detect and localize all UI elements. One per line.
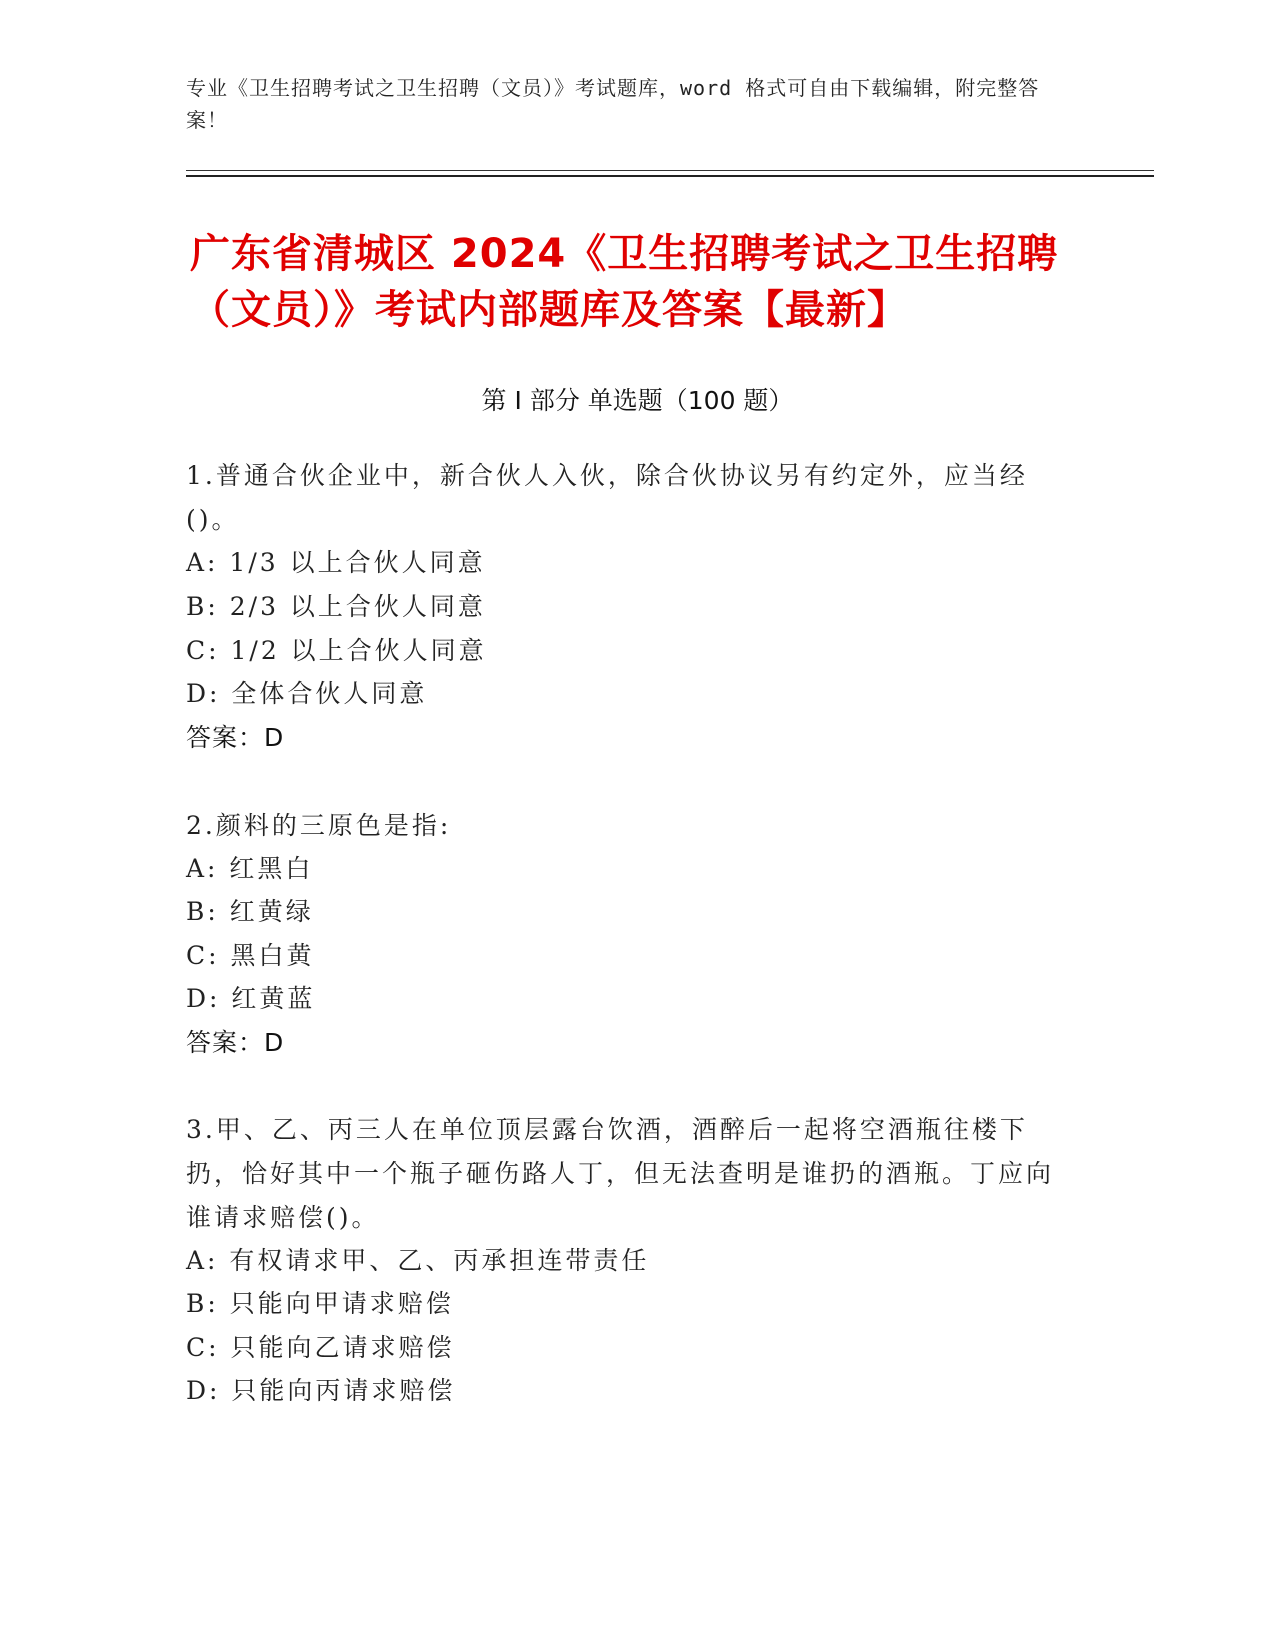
- question-2-option-a: A: 红黑白: [186, 854, 314, 883]
- question-2-option-d: D: 红黄蓝: [186, 984, 316, 1013]
- header-note: 专业《卫生招聘考试之卫生招聘（文员）》考试题库，word 格式可自由下载编辑，附完整答案！: [186, 76, 1040, 132]
- question-1-option-d: D: 全体合伙人同意: [186, 679, 428, 708]
- question-1-answer: 答案：D: [186, 723, 285, 752]
- question-1-option-b: B: 2/3 以上合伙人同意: [186, 592, 486, 621]
- question-3-option-d: D: 只能向丙请求赔偿: [186, 1376, 456, 1405]
- question-1-option-a: A: 1/3 以上合伙人同意: [186, 548, 486, 577]
- section-title: 第 I 部分 单选题（100 题）: [481, 386, 794, 415]
- question-3-option-c: C: 只能向乙请求赔偿: [186, 1333, 455, 1362]
- question-2-option-b: B: 红黄绿: [186, 897, 314, 926]
- header-rule-thin: [186, 170, 1154, 171]
- question-1-stem: 1.普通合伙企业中，新合伙人入伙，除合伙协议另有约定外，应当经()。: [186, 461, 1028, 534]
- question-2-answer: 答案：D: [186, 1028, 285, 1057]
- document-title: 广东省清城区 2024《卫生招聘考试之卫生招聘（文员）》考试内部题库及答案【最新】: [190, 231, 1059, 333]
- header-rule-thick: [186, 175, 1154, 177]
- question-1-option-c: C: 1/2 以上合伙人同意: [186, 636, 487, 665]
- question-2-stem: 2.颜料的三原色是指:: [186, 811, 452, 840]
- question-2-option-c: C: 黑白黄: [186, 941, 315, 970]
- question-3-stem: 3.甲、乙、丙三人在单位顶层露台饮酒，酒醉后一起将空酒瓶往楼下扔，恰好其中一个瓶子砸伤路人丁，但无法查明是谁扔的酒瓶。丁应向谁请求赔偿()。: [186, 1115, 1055, 1232]
- question-3-option-b: B: 只能向甲请求赔偿: [186, 1289, 454, 1318]
- question-3-option-a: A: 有权请求甲、乙、丙承担连带责任: [186, 1246, 650, 1275]
